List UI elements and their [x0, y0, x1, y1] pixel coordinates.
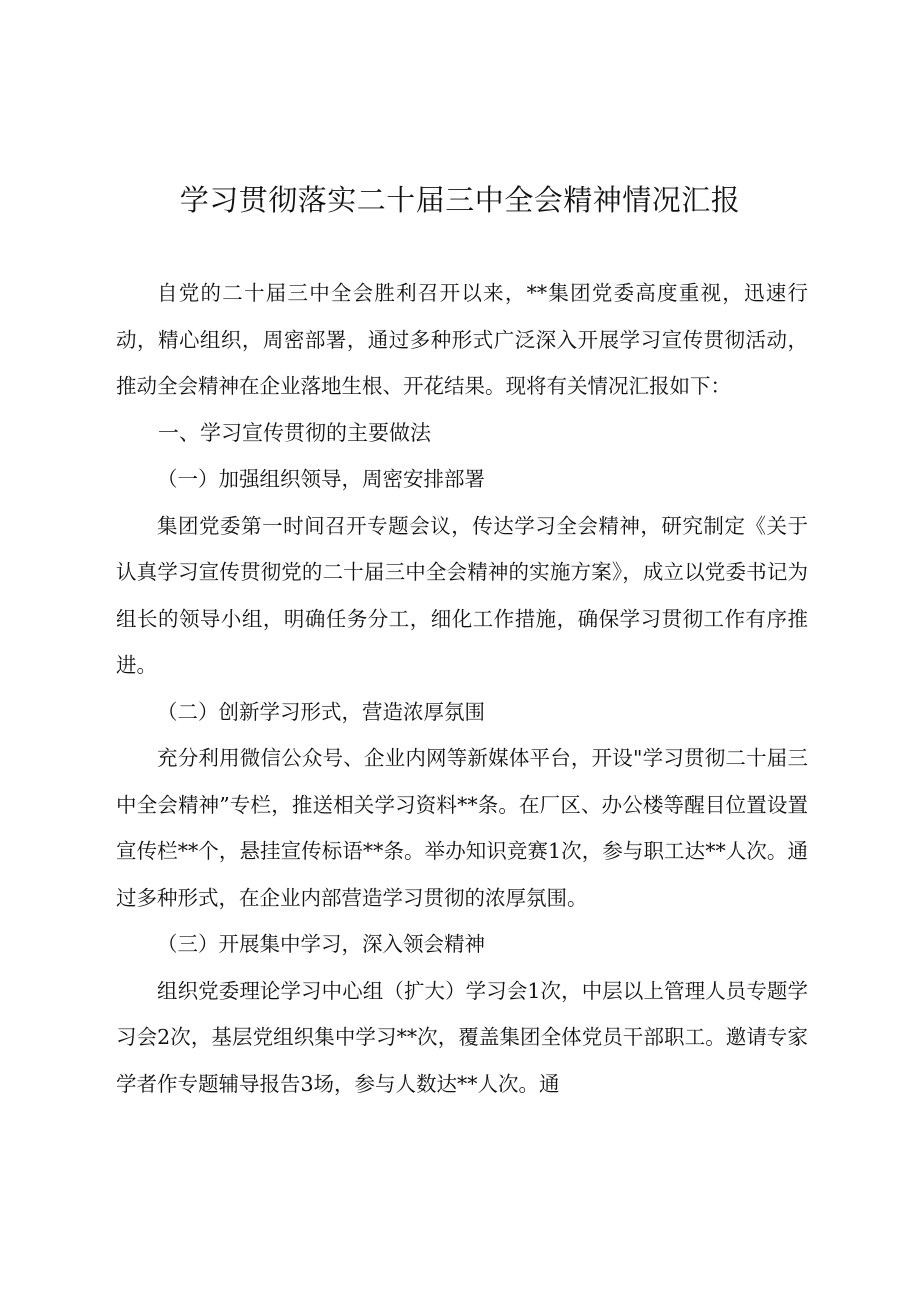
document-title: 学习贯彻落实二十届三中全会精神情况汇报 [179, 183, 741, 217]
body-paragraph: 充分利用微信公众号、企业内网等新媒体平台，开设"学习贯彻二十届三中全会精神”专栏，推送相关学习资料**条。在厂区、办公楼等醒目位置设置宣传栏**个，悬挂宣传标语**条。举办知识竞赛1次，参与职工达**人次。通过多种形式，在企业内部营造学习贯彻的浓厚氛围。 [116, 746, 808, 910]
subsection-heading: （一）加强组织领导，周密安排部署 [157, 467, 485, 491]
intro-paragraph: 自党的二十届三中全会胜利召开以来，**集团党委高度重视，迅速行动，精心组织，周密部署，通过多种形式广泛深入开展学习宣传贯彻活动，推动全会精神在企业落地生根、开花结果。现将有关情况汇报如下： [116, 281, 808, 398]
subsection-heading: （三）开展集中学习，深入领会精神 [157, 932, 485, 956]
body-paragraph: 组织党委理论学习中心组（扩大）学习会1次，中层以上管理人员专题学习会2次，基层党组织集中学习**次，覆盖集团全体党员干部职工。邀请专家学者作专题辅导报告3场，参与人数达**人次。通 [116, 978, 808, 1096]
subsection-heading: （二）创新学习形式，营造浓厚氛围 [157, 699, 485, 724]
document-body [116, 270, 808, 1107]
body-paragraph: 集团党委第一时间召开专题会议，传达学习全会精神，研究制定《关于认真学习宣传贯彻党的二十届三中全会精神的实施方案》，成立以党委书记为组长的领导小组，明确任务分工，细化工作措施，确保学习贯彻工作有序推进。 [116, 513, 808, 677]
section-heading: 一、学习宣传贯彻的主要做法 [158, 420, 431, 445]
